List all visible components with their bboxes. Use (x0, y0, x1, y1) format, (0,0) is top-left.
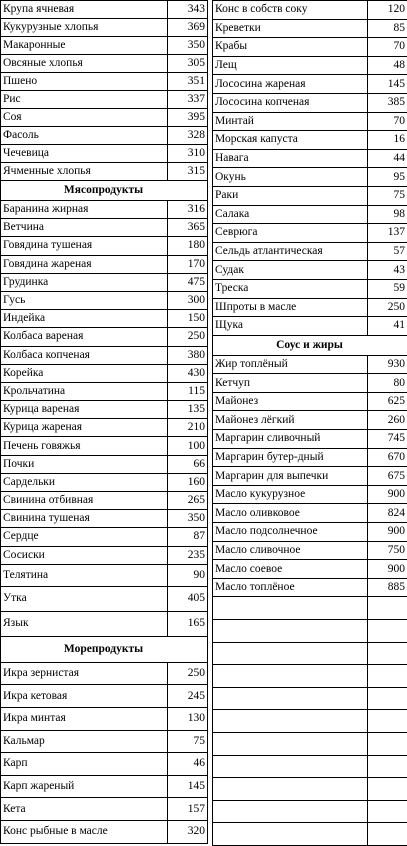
table-row (213, 560, 407, 579)
calorie-value-cell: 115 (168, 382, 208, 400)
calorie-value-cell: 250 (168, 662, 208, 685)
table-row (1, 611, 208, 636)
table-row (213, 56, 407, 75)
table-row (213, 355, 407, 374)
food-name-cell: Майонез (213, 392, 368, 411)
food-name-cell: Кукурузные хлопья (1, 19, 168, 37)
table-row (213, 224, 407, 243)
food-name-cell (213, 597, 368, 620)
table-row (1, 201, 208, 219)
table-row (213, 541, 407, 560)
table-row (213, 485, 407, 504)
food-name-cell: Масло оливковое (213, 504, 368, 523)
calorie-value-cell: 70 (368, 112, 407, 131)
table-row (213, 261, 407, 280)
table-row (213, 392, 407, 411)
calorie-value-cell: 250 (168, 328, 208, 346)
food-name-cell: Креветки (213, 19, 368, 38)
table-row (1, 730, 208, 753)
food-name-cell (213, 620, 368, 643)
food-name-cell: Фасоль (1, 127, 168, 145)
calorie-value-cell: 157 (168, 798, 208, 821)
calorie-value-cell: 90 (168, 564, 208, 586)
food-name-cell: Язык (1, 611, 168, 636)
calorie-value-cell: 320 (168, 820, 208, 843)
food-name-cell: Чечевица (1, 145, 168, 163)
calorie-value-cell: 80 (368, 374, 407, 393)
table-row (1, 273, 208, 291)
table-row (213, 448, 407, 467)
calorie-value-cell: 265 (168, 492, 208, 510)
calorie-value-cell: 380 (168, 346, 208, 364)
food-name-cell (213, 778, 368, 801)
calorie-value-cell: 170 (168, 255, 208, 273)
table-row (1, 237, 208, 255)
food-name-cell: Колбаса копченая (1, 346, 168, 364)
calorie-value-cell: 75 (168, 730, 208, 753)
table-row (1, 820, 208, 843)
calorie-value-cell: 44 (368, 149, 407, 168)
calorie-value-cell: 235 (168, 546, 208, 564)
food-name-cell: Шпроты в масле (213, 298, 368, 317)
table-row (213, 242, 407, 261)
table-row (213, 317, 407, 336)
table-row (1, 473, 208, 491)
section-title: Мясопродукты (1, 181, 208, 201)
food-name-cell: Масло сливочное (213, 541, 368, 560)
food-name-cell: Щука (213, 317, 368, 336)
calorie-value-cell: 305 (168, 55, 208, 73)
food-name-cell: Рис (1, 91, 168, 109)
food-name-cell (213, 732, 368, 755)
empty-row (213, 620, 407, 643)
empty-row (213, 597, 407, 620)
empty-row (213, 732, 407, 755)
food-name-cell: Ветчина (1, 219, 168, 237)
table-row (1, 328, 208, 346)
calorie-value-cell: 66 (168, 455, 208, 473)
calorie-value-cell: 41 (368, 317, 407, 336)
food-name-cell: Судак (213, 261, 368, 280)
food-name-cell: Курица жареная (1, 419, 168, 437)
calorie-value-cell: 369 (168, 19, 208, 37)
food-name-cell (213, 755, 368, 778)
food-name-cell: Лососина копченая (213, 93, 368, 112)
calorie-value-cell (368, 665, 407, 688)
table-row (1, 685, 208, 708)
calorie-value-cell: 675 (368, 467, 407, 486)
table-row (1, 1, 208, 19)
table-row (1, 382, 208, 400)
table-row (1, 753, 208, 776)
table-row (1, 662, 208, 685)
calorie-value-cell: 100 (168, 437, 208, 455)
food-name-cell (213, 642, 368, 665)
calorie-value-cell: 475 (168, 273, 208, 291)
table-row (1, 401, 208, 419)
table-row (1, 109, 208, 127)
food-name-cell: Свинина отбивная (1, 492, 168, 510)
calorie-value-cell (368, 823, 407, 846)
food-name-cell: Печень говяжья (1, 437, 168, 455)
table-row (1, 707, 208, 730)
table-row (213, 75, 407, 94)
calorie-value-cell: 130 (168, 707, 208, 730)
calorie-value-cell: 145 (168, 775, 208, 798)
food-name-cell: Телятина (1, 564, 168, 586)
table-row (213, 523, 407, 542)
food-name-cell: Крупа ячневая (1, 1, 168, 19)
calorie-value-cell: 351 (168, 73, 208, 91)
section-row (213, 335, 407, 355)
food-name-cell: Масло топлёное (213, 578, 368, 597)
table-row (213, 19, 407, 38)
calorie-value-cell: 59 (368, 279, 407, 298)
food-name-cell: Макаронные (1, 37, 168, 55)
calorie-value-cell: 120 (368, 1, 407, 20)
table-row (213, 298, 407, 317)
food-name-cell: Свинина тушеная (1, 510, 168, 528)
calorie-value-cell: 43 (368, 261, 407, 280)
table-row (1, 219, 208, 237)
table-row (1, 291, 208, 309)
calorie-value-cell: 95 (368, 168, 407, 187)
table-row (1, 37, 208, 55)
calorie-value-cell: 98 (368, 205, 407, 224)
calorie-value-cell: 165 (168, 611, 208, 636)
calorie-value-cell: 385 (368, 93, 407, 112)
food-name-cell: Конс рыбные в масле (1, 820, 168, 843)
food-name-cell: Маргарин сливочный (213, 430, 368, 449)
table-row (213, 467, 407, 486)
food-name-cell: Корейка (1, 364, 168, 382)
empty-row (213, 755, 407, 778)
calorie-value-cell: 150 (168, 310, 208, 328)
table-row (1, 310, 208, 328)
table-row (213, 149, 407, 168)
calorie-value-cell: 16 (368, 131, 407, 150)
food-name-cell: Баранина жирная (1, 201, 168, 219)
food-name-cell: Сосиски (1, 546, 168, 564)
table-row (213, 38, 407, 57)
calorie-value-cell: 48 (368, 56, 407, 75)
food-name-cell: Минтай (213, 112, 368, 131)
table-row (213, 93, 407, 112)
food-name-cell: Лососина жареная (213, 75, 368, 94)
calorie-value-cell (368, 620, 407, 643)
food-name-cell: Кетчуп (213, 374, 368, 393)
table-row (1, 145, 208, 163)
calorie-value-cell: 180 (168, 237, 208, 255)
food-name-cell: Маргарин бутер-дный (213, 448, 368, 467)
food-name-cell: Майонез лёгкий (213, 411, 368, 430)
calorie-value-cell: 210 (168, 419, 208, 437)
calorie-value-cell: 250 (368, 298, 407, 317)
calorie-value-cell: 930 (368, 355, 407, 374)
food-name-cell: Карп (1, 753, 168, 776)
food-name-cell: Морская капуста (213, 131, 368, 150)
table-row (1, 564, 208, 586)
food-name-cell: Грудинка (1, 273, 168, 291)
food-name-cell: Икра минтая (1, 707, 168, 730)
food-name-cell: Гусь (1, 291, 168, 309)
calorie-value-cell: 328 (168, 127, 208, 145)
food-name-cell: Масло соевое (213, 560, 368, 579)
section-row (1, 636, 208, 662)
calorie-value-cell: 350 (168, 510, 208, 528)
table-row (1, 775, 208, 798)
food-name-cell: Почки (1, 455, 168, 473)
table-row (213, 578, 407, 597)
table-row (213, 411, 407, 430)
calorie-value-cell: 135 (168, 401, 208, 419)
food-name-cell (213, 823, 368, 846)
empty-row (213, 642, 407, 665)
section-title: Морепродукты (1, 636, 208, 662)
food-name-cell: Окунь (213, 168, 368, 187)
table-row (213, 279, 407, 298)
food-name-cell: Кальмар (1, 730, 168, 753)
calorie-value-cell: 145 (368, 75, 407, 94)
calorie-value-cell: 160 (168, 473, 208, 491)
calorie-value-cell (368, 755, 407, 778)
food-name-cell: Маргарин для выпечки (213, 467, 368, 486)
calorie-value-cell: 137 (368, 224, 407, 243)
calorie-value-cell (368, 778, 407, 801)
empty-row (213, 778, 407, 801)
empty-row (213, 665, 407, 688)
food-name-cell (213, 687, 368, 710)
section-row (1, 181, 208, 201)
calorie-value-cell: 625 (368, 392, 407, 411)
calorie-value-cell: 900 (368, 560, 407, 579)
food-name-cell: Салака (213, 205, 368, 224)
calorie-value-cell: 245 (168, 685, 208, 708)
calorie-value-cell: 350 (168, 37, 208, 55)
table-row (1, 19, 208, 37)
food-name-cell (213, 665, 368, 688)
table-row (1, 528, 208, 546)
table-row (213, 112, 407, 131)
empty-row (213, 823, 407, 846)
calorie-value-cell: 670 (368, 448, 407, 467)
food-name-cell: Навага (213, 149, 368, 168)
food-name-cell: Карп жареный (1, 775, 168, 798)
table-row (1, 364, 208, 382)
calorie-value-cell: 365 (168, 219, 208, 237)
food-name-cell: Кета (1, 798, 168, 821)
calorie-value-cell (368, 597, 407, 620)
food-name-cell: Соя (1, 109, 168, 127)
food-name-cell: Крабы (213, 38, 368, 57)
table-row (213, 131, 407, 150)
section-title: Соус и жиры (213, 335, 407, 355)
table-row (213, 430, 407, 449)
calorie-value-cell: 430 (168, 364, 208, 382)
food-name-cell: Крольчатина (1, 382, 168, 400)
table-row (1, 798, 208, 821)
food-name-cell (213, 710, 368, 733)
table-row (1, 492, 208, 510)
calorie-value-cell (368, 642, 407, 665)
calorie-value-cell: 750 (368, 541, 407, 560)
calorie-value-cell: 395 (168, 109, 208, 127)
food-name-cell: Говядина тушеная (1, 237, 168, 255)
table-row (213, 504, 407, 523)
table-row (1, 586, 208, 611)
calorie-value-cell: 316 (168, 201, 208, 219)
food-name-cell: Сердце (1, 528, 168, 546)
food-name-cell: Масло подсолнечное (213, 523, 368, 542)
empty-row (213, 710, 407, 733)
calorie-value-cell (368, 710, 407, 733)
table-row (1, 255, 208, 273)
food-name-cell: Лещ (213, 56, 368, 75)
calorie-value-cell: 75 (368, 186, 407, 205)
calorie-value-cell: 745 (368, 430, 407, 449)
food-name-cell: Икра зернистая (1, 662, 168, 685)
table-row (1, 510, 208, 528)
food-name-cell (213, 800, 368, 823)
calorie-value-cell: 343 (168, 1, 208, 19)
food-name-cell: Икра кетовая (1, 685, 168, 708)
calorie-value-cell (368, 800, 407, 823)
calorie-value-cell: 87 (168, 528, 208, 546)
food-name-cell: Жир топлёный (213, 355, 368, 374)
calorie-value-cell (368, 687, 407, 710)
table-row (1, 73, 208, 91)
calorie-value-cell: 824 (368, 504, 407, 523)
table-row (213, 186, 407, 205)
calorie-value-cell: 900 (368, 485, 407, 504)
table-row (213, 374, 407, 393)
calorie-table-right (212, 0, 407, 846)
empty-row (213, 800, 407, 823)
food-name-cell: Сардельки (1, 473, 168, 491)
empty-row (213, 687, 407, 710)
calorie-value-cell: 337 (168, 91, 208, 109)
calorie-value-cell: 57 (368, 242, 407, 261)
calorie-value-cell: 885 (368, 578, 407, 597)
table-row (1, 419, 208, 437)
food-name-cell: Ячменные хлопья (1, 163, 168, 181)
food-name-cell: Севрюга (213, 224, 368, 243)
table-row (1, 546, 208, 564)
food-name-cell: Индейка (1, 310, 168, 328)
table-row (213, 205, 407, 224)
calorie-value-cell: 85 (368, 19, 407, 38)
food-name-cell: Говядина жареная (1, 255, 168, 273)
calorie-value-cell: 300 (168, 291, 208, 309)
food-name-cell: Колбаса вареная (1, 328, 168, 346)
food-name-cell: Курица вареная (1, 401, 168, 419)
table-row (1, 91, 208, 109)
table-row (1, 127, 208, 145)
table-row (1, 437, 208, 455)
calorie-value-cell: 46 (168, 753, 208, 776)
calorie-value-cell: 315 (168, 163, 208, 181)
table-row (213, 168, 407, 187)
food-name-cell: Сельдь атлантическая (213, 242, 368, 261)
calorie-value-cell: 405 (168, 586, 208, 611)
table-row (1, 455, 208, 473)
food-name-cell: Раки (213, 186, 368, 205)
food-name-cell: Утка (1, 586, 168, 611)
food-name-cell: Пшено (1, 73, 168, 91)
calorie-value-cell: 260 (368, 411, 407, 430)
table-row (1, 346, 208, 364)
table-row (1, 163, 208, 181)
food-name-cell: Масло кукурузное (213, 485, 368, 504)
calorie-value-cell: 70 (368, 38, 407, 57)
calorie-value-cell (368, 732, 407, 755)
calorie-value-cell: 900 (368, 523, 407, 542)
food-name-cell: Овсяные хлопья (1, 55, 168, 73)
food-name-cell: Треска (213, 279, 368, 298)
food-name-cell: Конс в собств соку (213, 1, 368, 20)
calorie-value-cell: 310 (168, 145, 208, 163)
table-row (213, 1, 407, 20)
table-row (1, 55, 208, 73)
